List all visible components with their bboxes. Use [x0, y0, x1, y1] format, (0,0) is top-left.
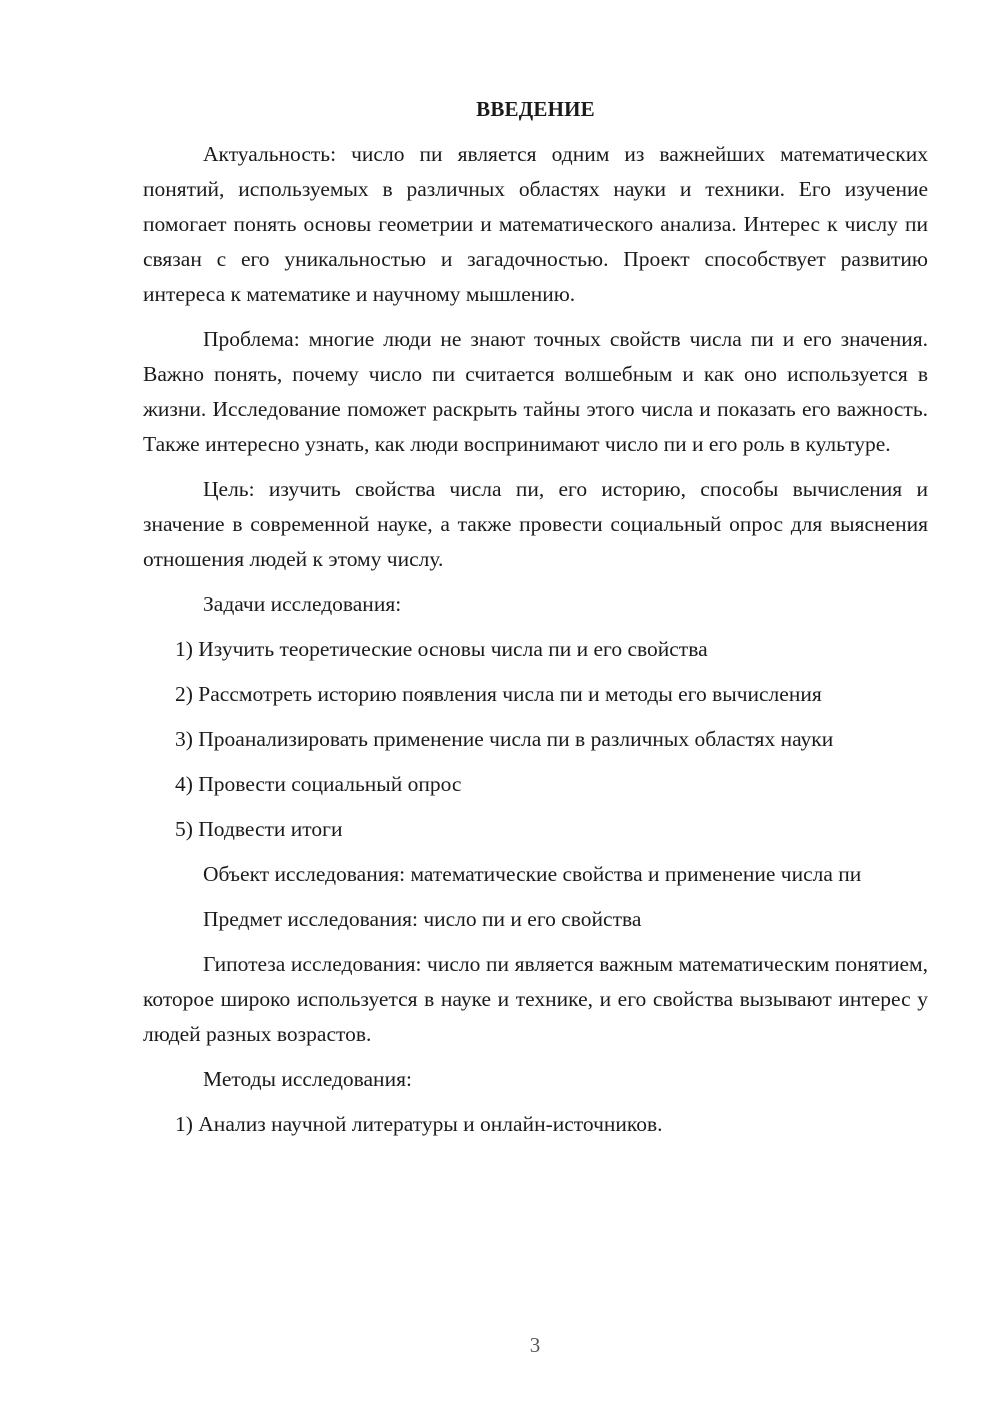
task-item-4: 4) Провести социальный опрос — [175, 772, 462, 796]
tasks-title: Задачи исследования: — [203, 592, 402, 616]
hypothesis-paragraph: Гипотеза исследования: число пи является важным математическим понятием, которое широко используется в науке и технике, и его свойства вызывают интерес у людей разных возрастов. — [143, 952, 928, 1046]
goal-paragraph: Цель: изучить свойства числа пи, его историю, способы вычисления и значение в современной науке, а также провести социальный опрос для выяснения отношения людей к этому числу. — [143, 477, 928, 571]
problem-paragraph: Проблема: многие люди не знают точных свойств числа пи и его значения. Важно понять, почему число пи считается волшебным и как оно используется в жизни. Исследование поможет раскрыть тайны этого числа и показать его важность. Также интересно узнать, как люди воспринимают число пи и его роль в культуре. — [143, 327, 928, 456]
relevance-paragraph: Актуальность: число пи является одним из важнейших математических понятий, используемых в различных областях науки и техники. Его изучение помогает понять основы геометрии и математического анализа. Интерес к числу пи связан с его уникальностью и загадочностью. Проект способствует развитию интереса к математике и научному мышлению. — [143, 142, 928, 306]
task-item-1: 1) Изучить теоретические основы числа пи и его свойства — [175, 637, 708, 661]
object-paragraph: Объект исследования: математические свойства и применение числа пи — [203, 862, 862, 886]
subject-paragraph: Предмет исследования: число пи и его свойства — [203, 907, 642, 931]
section-heading: ВВЕДЕНИЕ — [476, 97, 595, 121]
page-content — [143, 92, 928, 1152]
methods-title: Методы исследования: — [203, 1067, 412, 1091]
task-item-5: 5) Подвести итоги — [175, 817, 343, 841]
task-item-2: 2) Рассмотреть историю появления числа пи и методы его вычисления — [175, 682, 822, 706]
method-item-1: 1) Анализ научной литературы и онлайн-источников. — [175, 1112, 663, 1136]
page-number: 3 — [529, 1333, 541, 1357]
task-item-3: 3) Проанализировать применение числа пи в различных областях науки — [175, 727, 834, 751]
